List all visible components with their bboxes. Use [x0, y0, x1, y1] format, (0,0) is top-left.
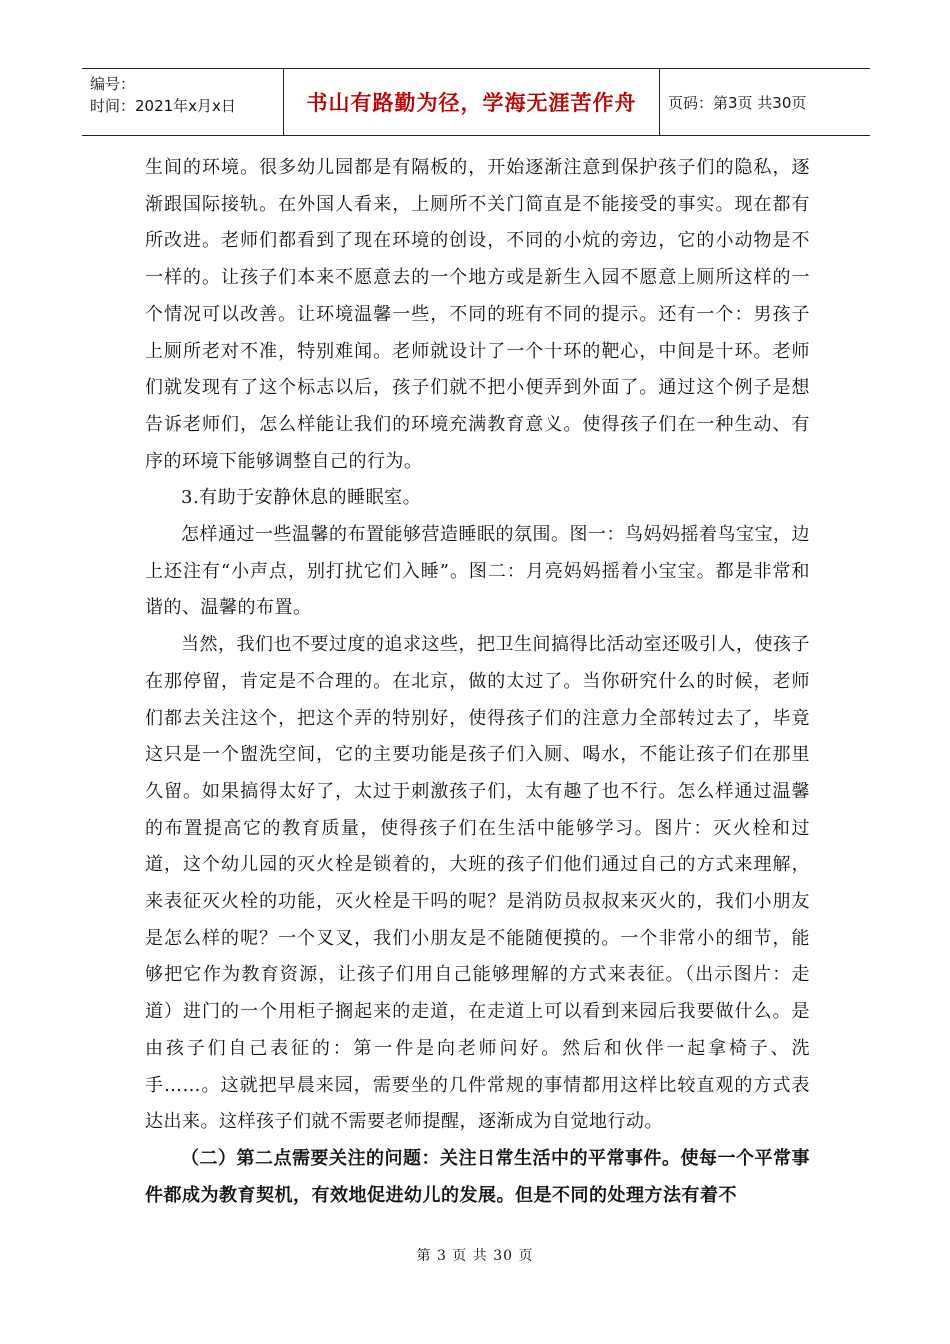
- paragraph: 3.有助于安静休息的睡眠室。: [181, 487, 422, 509]
- page-footer: 第 3 页 共 30 页: [416, 1248, 534, 1264]
- paragraph: 当然，我们也不要过度的追求这些，把卫生间搞得比活动室还吸引人，使孩子在那停留，肯定是不合理的。在北京，做的太过了。当你研究什么的时候，老师们都去关注这个，把这个弄的特别好，使得孩子们的注意力全部转过去了，毕竟这只是一个盥洗空间，它的主要功能是孩子们入厕、喝水，不能让孩子们在那里久留。如果搞得太好了，太过于刺激孩子们，太有趣了也不行。怎么样通过温馨的布置提高它的教育质量，使得孩子们在生活中能够学习。图片：灭火栓和过道，这个幼儿园的灭火栓是锁着的，大班的孩子们他们通过自己的方式来理解，来表征灭火栓的功能，灭火栓是干吗的呢？是消防员叔叔来灭火的，我们小朋友是怎么样的呢？一个叉叉，我们小朋友是不能随便摸的。一个非常小的细节，能够把它作为教育资源，让孩子们用自己能够理解的方式来表征。（出示图片：走道）进门的一个用柜子搁起来的走道，在走道上可以看到来园后我要做什么。是由孩子们自己表征的：第一件是向老师问好。然后和伙伴一起拿椅子、洗手……。这就把早晨来园，需要坐的几件常规的事情都用这样比较直观的方式表达出来。这样孩子们就不需要老师提醒，逐渐成为自觉地行动。: [145, 634, 810, 1133]
- section-heading-paragraph: （二）第二点需要关注的问题：关注日常生活中的平常事件。使每一个平常事件都成为教育契机，有效地促进幼儿的发展。但是不同的处理方法有着不: [145, 1147, 810, 1206]
- code-label: 编号：: [90, 75, 136, 93]
- time-label: 时间：2021年x月x日: [90, 97, 236, 115]
- header-meta: [82, 69, 284, 135]
- header-page-info: 页码：第3页 共30页: [668, 93, 807, 112]
- paragraph: 怎样通过一些温馨的布置能够营造睡眠的氛围。图一：鸟妈妈摇着鸟宝宝，边上还注有“小声点，别打扰它们入睡”。图二：月亮妈妈摇着小宝宝。都是非常和谐的、温馨的布置。: [145, 524, 810, 619]
- page-header: [82, 68, 870, 136]
- header-motto: 书山有路勤为径，学海无涯苦作舟: [284, 69, 660, 135]
- paragraph: 生间的环境。很多幼儿园都是有隔板的，开始逐渐注意到保护孩子们的隐私，逐渐跟国际接轨。在外国人看来，上厕所不关门简直是不能接受的事实。现在都有所改进。老师们都看到了现在环境的创设，不同的小炕的旁边，它的小动物是不一样的。让孩子们本来不愿意去的一个地方或是新生入园不愿意上厕所这样的一个情况可以改善。让环境温馨一些，不同的班有不同的提示。还有一个：男孩子上厕所老对不准，特别难闻。老师就设计了一个十环的靶心，中间是十环。老师们就发现有了这个标志以后，孩子们就不把小便弄到外面了。通过这个例子是想告诉老师们，怎么样能让我们的环境充满教育意义。使得孩子们在一种生动、有序的环境下能够调整自己的行为。: [145, 157, 810, 472]
- document-body: [145, 150, 810, 1214]
